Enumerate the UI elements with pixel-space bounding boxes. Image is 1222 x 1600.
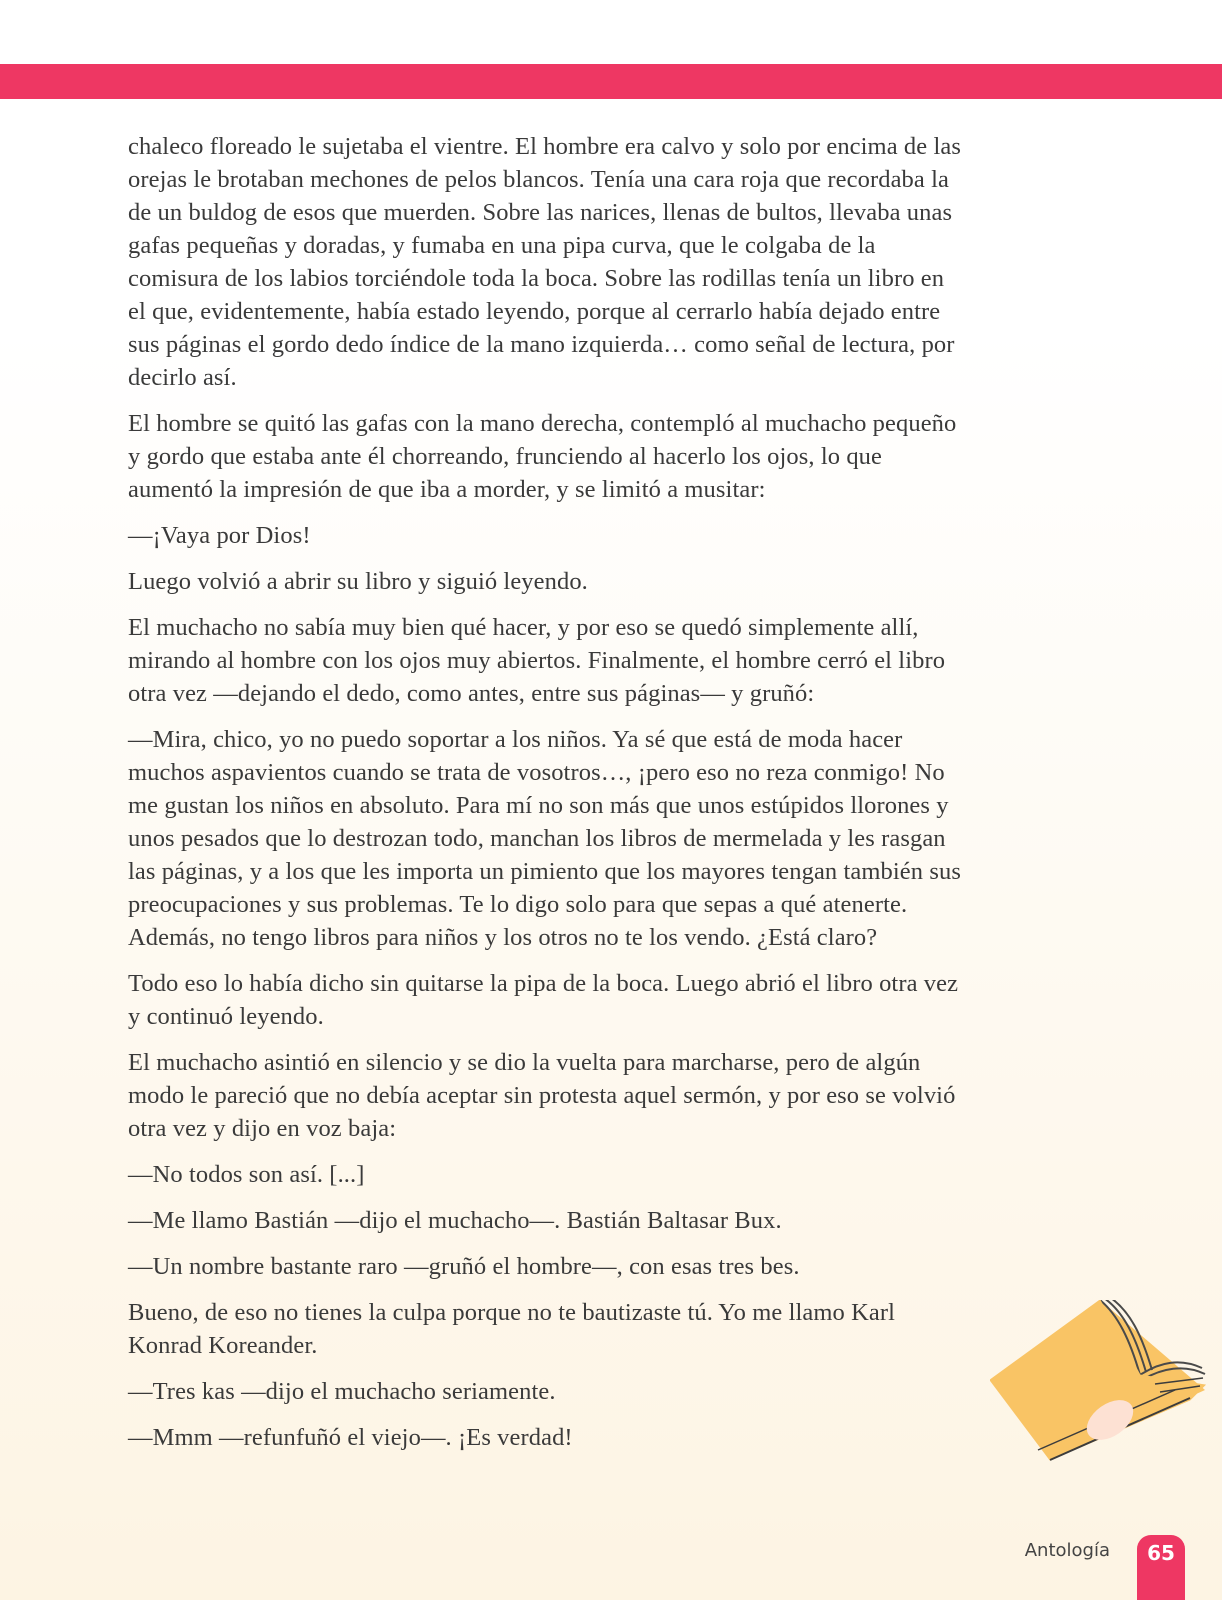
paragraph: —¡Vaya por Dios! — [128, 522, 311, 549]
paragraph: Todo eso lo había dicho sin quitarse la pipa de la boca. Luego abrió el libro otra vez y continuó leyendo. — [128, 970, 959, 1030]
paragraph: El hombre se quitó las gafas con la mano derecha, contempló al muchacho pequeño y gordo que estaba ante él chorreando, frunciendo al hacerlo los ojos, lo que aumentó la impresión de que iba a morder, y se limitó a musitar: — [128, 410, 957, 503]
paragraph: —Me llamo Bastián —dijo el muchacho—. Bastián Baltasar Bux. — [128, 1207, 782, 1234]
paragraph: El muchacho asintió en silencio y se dio la vuelta para marcharse, pero de algún modo le pareció que no debía aceptar sin protesta aquel sermón, y por eso se volvió otra vez y dijo en voz baja: — [128, 1049, 956, 1142]
paragraph: —Un nombre bastante raro —gruñó el hombre—, con esas tres bes. — [128, 1253, 800, 1280]
header-band — [0, 64, 1222, 99]
paragraph: chaleco floreado le sujetaba el vientre. El hombre era calvo y solo por encima de las orejas le brotaban mechones de pelos blancos. Tenía una cara roja que recordaba la de un buldog de esos que muerden. Sobre las narices, llenas de bultos, llevaba unas gafas pequeñas y doradas, y fumaba en una pipa curva, que le colgaba de la comisura de los labios torciéndole toda la boca. Sobre las rodillas tenía un libro en el que, evidentemente, había estado leyendo, porque al cerrarlo había dejado entre sus páginas el gordo dedo índice de la mano izquierda… como señal de lectura, por decirlo así. — [128, 133, 961, 391]
open-book-icon — [990, 1300, 1220, 1500]
page-number: 65 — [1137, 1535, 1185, 1600]
paragraph: —Mira, chico, yo no puedo soportar a los niños. Ya sé que está de moda hacer muchos aspavientos cuando se trata de vosotros…, ¡pero eso no reza conmigo! No me gustan los niños en absoluto. Para mí no son más que unos estúpidos llorones y unos pesados que lo destrozan todo, manchan los libros de mermelada y les rasgan las páginas, y a los que les importa un pimiento que los mayores tengan también sus preocupaciones y sus problemas. Te lo digo solo para que sepas a qué atenerte. Además, no tengo libros para niños y los otros no te los vendo. ¿Está claro? — [128, 726, 961, 951]
paragraph: Luego volvió a abrir su libro y siguió leyendo. — [128, 568, 588, 595]
paragraph: —No todos son así. [...] — [128, 1161, 365, 1188]
section-label: Antología — [1024, 1540, 1110, 1561]
reading-text — [128, 130, 962, 1467]
paragraph: El muchacho no sabía muy bien qué hacer, y por eso se quedó simplemente allí, mirando al hombre con los ojos muy abiertos. Finalmente, el hombre cerró el libro otra vez —dejando el dedo, como antes, entre sus páginas— y gruñó: — [128, 614, 946, 707]
paragraph: —Tres kas —dijo el muchacho seriamente. — [128, 1378, 556, 1405]
paragraph: Bueno, de eso no tienes la culpa porque no te bautizaste tú. Yo me llamo Karl Konrad Koreander. — [128, 1299, 896, 1359]
paragraph: —Mmm —refunfuñó el viejo—. ¡Es verdad! — [128, 1424, 573, 1451]
